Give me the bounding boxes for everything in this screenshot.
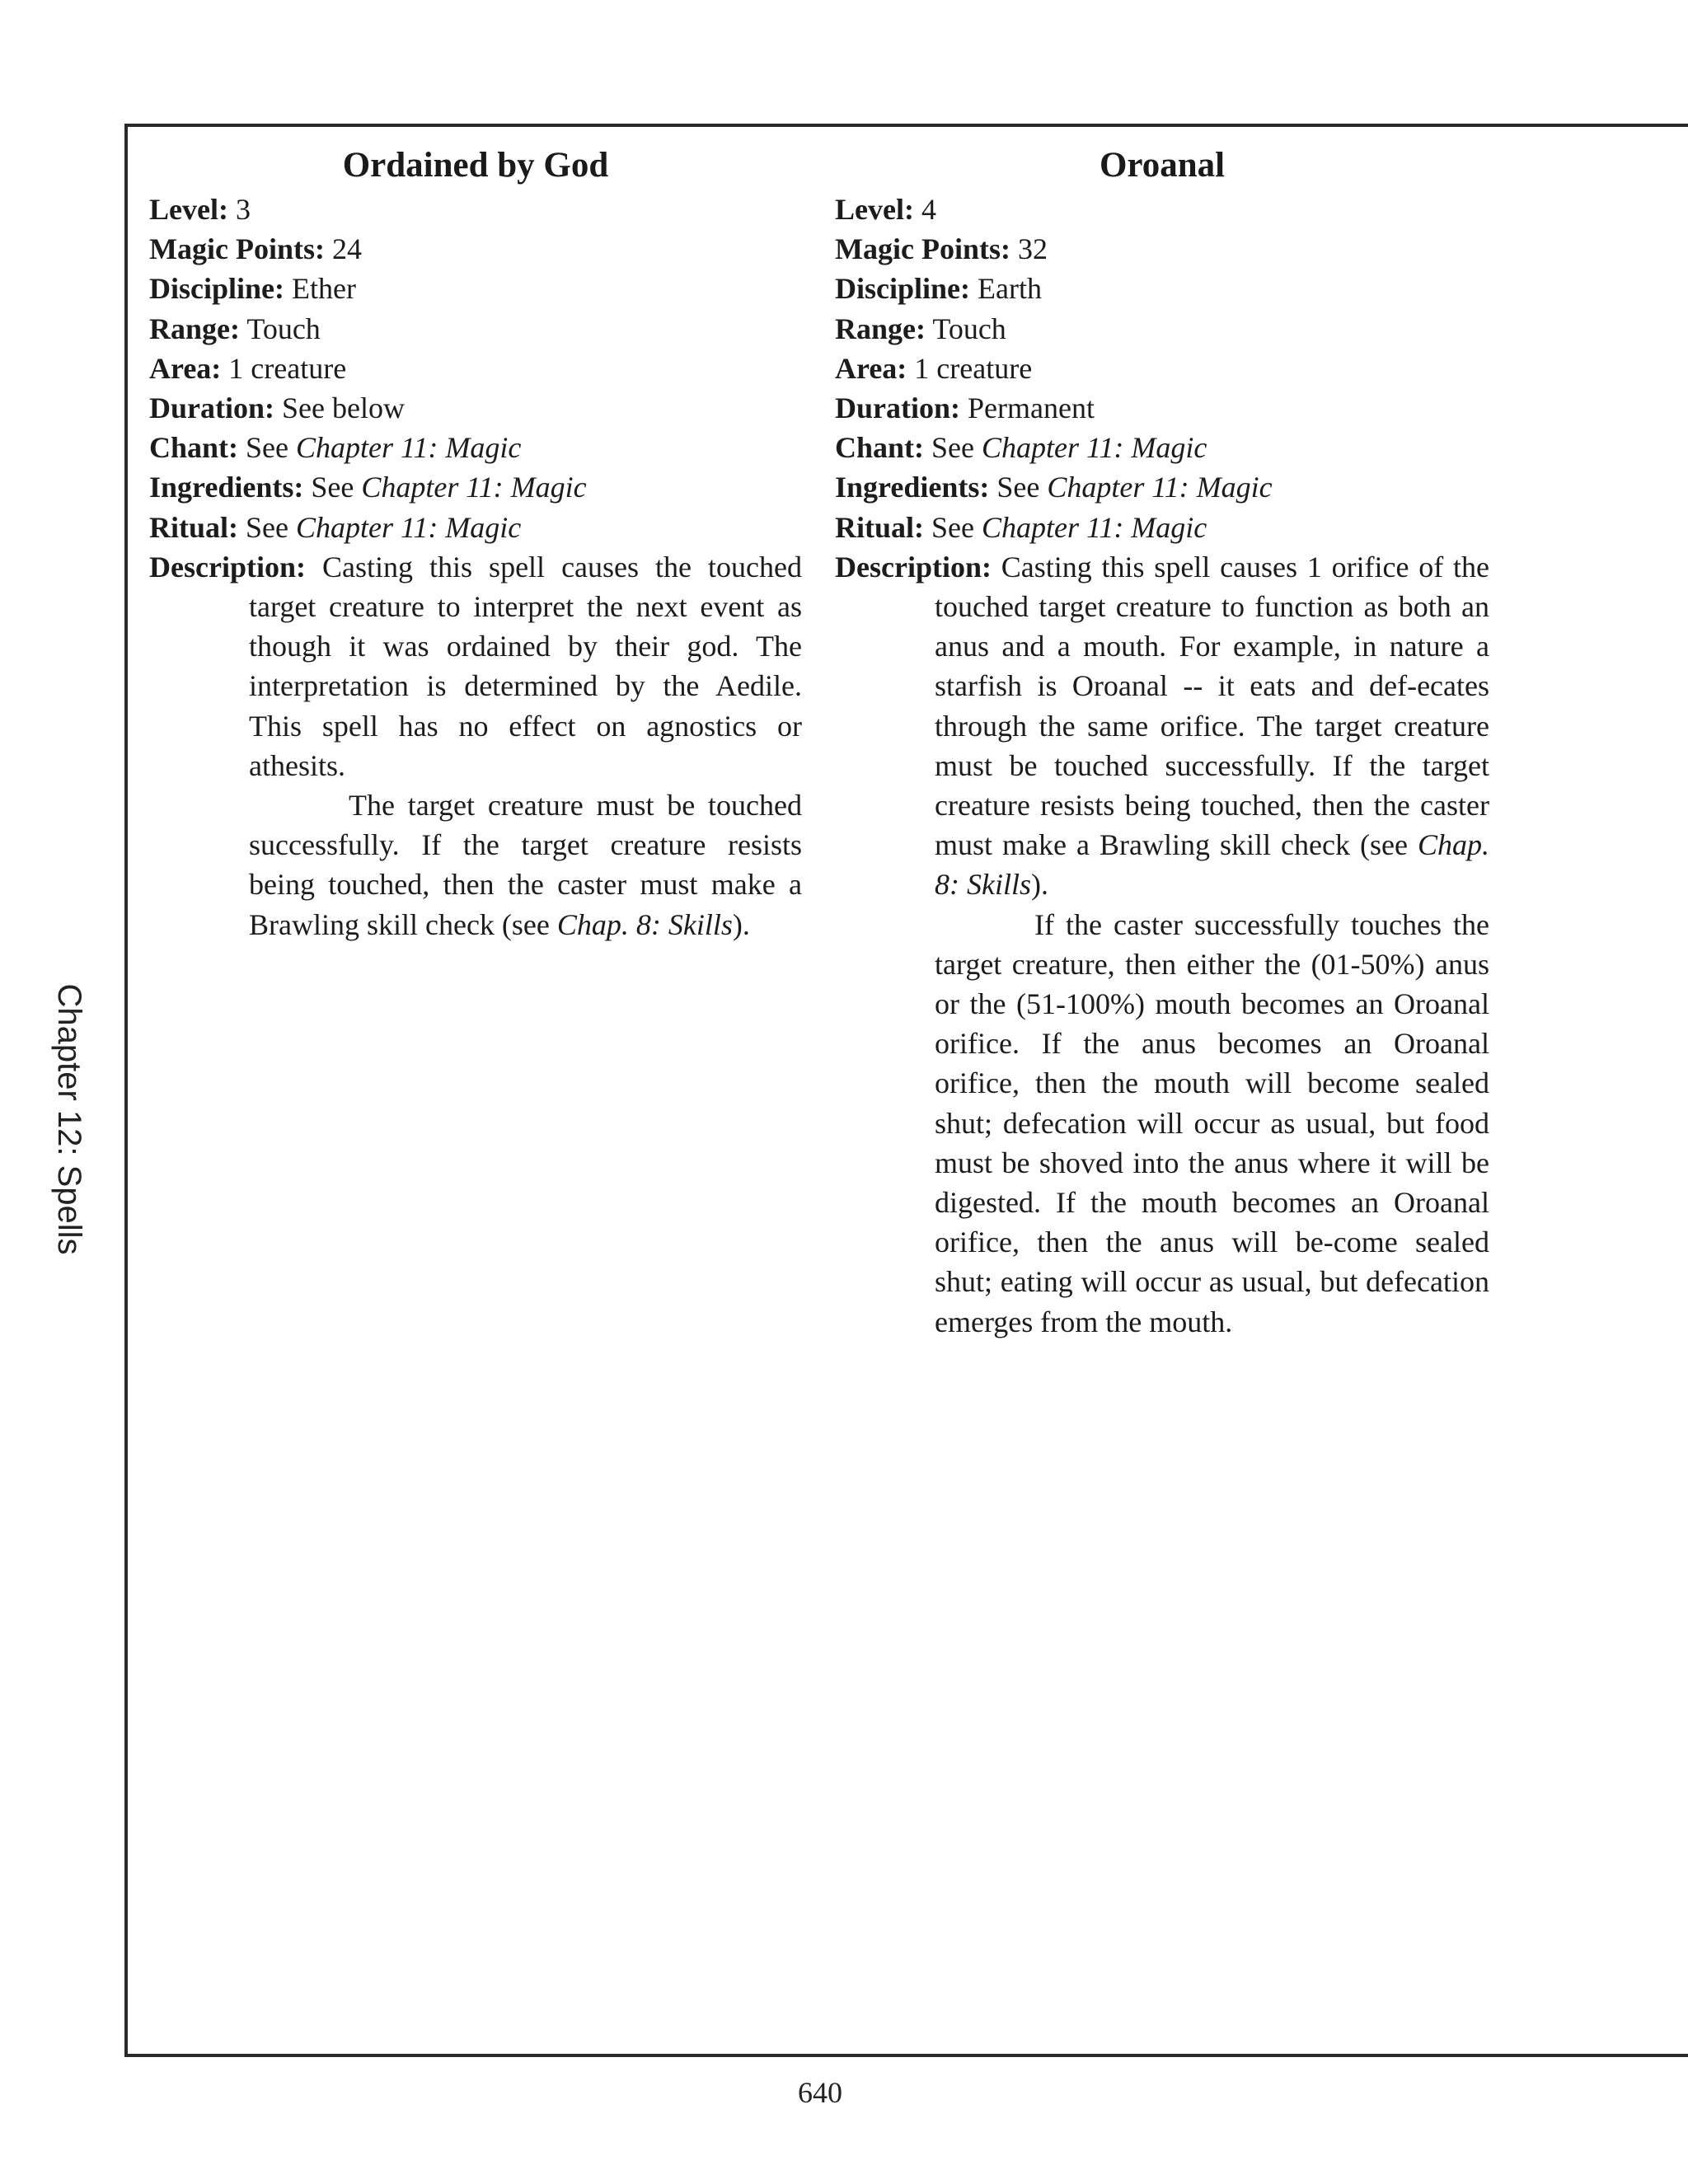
stat-label: Duration: <box>149 391 274 425</box>
stat-value: See below <box>274 391 405 425</box>
stat-label: Level: <box>149 193 228 226</box>
stat-see-text: See <box>924 431 982 465</box>
stat-value: 1 creature <box>221 351 347 385</box>
stat-see-text: See <box>989 471 1048 504</box>
stat-see-text: See <box>303 471 362 504</box>
stat-label: Magic Points: <box>835 232 1010 266</box>
stat-value: 24 <box>324 232 362 266</box>
page-number: 640 <box>798 2076 842 2109</box>
stat-level <box>835 190 1489 229</box>
stat-label: Discipline: <box>149 272 285 306</box>
stat-value: Permanent <box>960 391 1095 425</box>
stat-label: Magic Points: <box>149 232 325 266</box>
chapter-reference: Chapter 11: Magic <box>981 510 1207 544</box>
chapter-side-label: Chapter 12: Spells <box>51 983 87 1255</box>
chapter-reference: Chapter 11: Magic <box>361 471 587 504</box>
stat-label: Ingredients: <box>835 471 990 504</box>
description-paragraph <box>835 547 1489 905</box>
stat-value: Touch <box>240 312 321 345</box>
stat-magic-points <box>149 229 802 269</box>
chapter-reference: Chapter 11: Magic <box>1047 471 1273 504</box>
stat-label: Ingredients: <box>149 471 304 504</box>
stat-see-text: See <box>238 510 296 544</box>
stat-discipline <box>149 269 802 308</box>
stat-area <box>835 349 1489 388</box>
stat-value: 4 <box>913 193 936 226</box>
stat-label: Range: <box>149 312 240 345</box>
stat-label: Ritual: <box>149 510 238 544</box>
description-text: ). <box>732 907 750 941</box>
description-paragraph <box>149 785 802 944</box>
stat-ingredients <box>149 467 802 507</box>
spell-title: Oroanal <box>1099 146 1226 185</box>
stat-value: Touch <box>926 312 1006 345</box>
stat-label: Area: <box>835 351 907 385</box>
stat-ritual <box>835 508 1489 547</box>
stat-ritual <box>149 508 802 547</box>
stat-duration <box>149 388 802 428</box>
chapter-reference: Chap. 8: Skills <box>556 907 733 941</box>
stat-label: Duration: <box>835 391 960 425</box>
stat-see-text: See <box>924 510 982 544</box>
description-text: ). <box>1030 868 1048 902</box>
description-text: Casting this spell causes the touched target creature to interpret the next event as though it was ordained by their god. The interpretation is determined by the Aedile. This spell has no effect on agnostics or athesits. <box>249 550 803 782</box>
stat-label: Discipline: <box>835 272 971 306</box>
stat-magic-points <box>835 229 1489 269</box>
stat-discipline <box>835 269 1489 308</box>
description <box>835 547 1489 1342</box>
stat-chant <box>149 428 802 467</box>
stat-range <box>149 309 802 349</box>
stat-label: Ritual: <box>835 510 924 544</box>
description-paragraph <box>835 905 1489 1342</box>
stat-label: Range: <box>835 312 926 345</box>
spell-entry-ordained-by-god <box>149 143 802 944</box>
stat-label: Area: <box>149 351 222 385</box>
stat-range <box>835 309 1489 349</box>
description-text: The target creature must be touched successfully. If the target creature resists being touched, then the caster must make a Brawling skill check (see <box>249 789 802 941</box>
spell-entry-oroanal <box>835 143 1489 1342</box>
stat-value: Ether <box>284 272 356 306</box>
stat-value: 32 <box>1010 232 1048 266</box>
stat-level <box>149 190 802 229</box>
stat-area <box>149 349 802 388</box>
stat-ingredients <box>835 467 1489 507</box>
stat-value: Earth <box>970 272 1042 306</box>
chapter-reference: Chapter 11: Magic <box>982 431 1207 465</box>
description-paragraph <box>149 547 802 785</box>
chapter-reference: Chap. 8: Skills <box>935 828 1489 902</box>
description-label: Description: <box>835 550 992 583</box>
stat-value: 1 creature <box>907 351 1033 385</box>
stat-chant <box>835 428 1489 467</box>
description <box>149 547 802 944</box>
description-label: Description: <box>149 550 306 583</box>
stat-duration <box>835 388 1489 428</box>
spell-title: Ordained by God <box>342 146 609 185</box>
chapter-reference: Chapter 11: Magic <box>295 510 522 544</box>
stat-label: Level: <box>835 193 914 226</box>
stat-see-text: See <box>238 431 297 465</box>
chapter-reference: Chapter 11: Magic <box>296 431 522 465</box>
stat-label: Chant: <box>835 431 925 465</box>
stat-value: 3 <box>227 193 251 226</box>
stat-label: Chant: <box>149 431 239 465</box>
description-text: If the caster successfully touches the target creature, then either the (01-50%) anus or the (51-100%) mouth becomes an Oroanal orifice. If the anus becomes an Oroanal orifice, then the mouth will become sealed shut; defecation will occur as usual, but food must be shoved into the anus where it will be digested. If the mouth becomes an Oroanal orifice, then the anus will be-come sealed shut; eating will occur as usual, but defecation emerges from the mouth. <box>935 907 1489 1338</box>
description-text: Casting this spell causes 1 orifice of the touched target creature to function as both an anus and a mouth. For example, in nature a starfish is Oroanal -- it eats and def-ecates through the same orifice. The target creature must be touched successfully. If the target creature resists being touched, then the caster must make a Brawling skill check (see <box>935 550 1490 862</box>
